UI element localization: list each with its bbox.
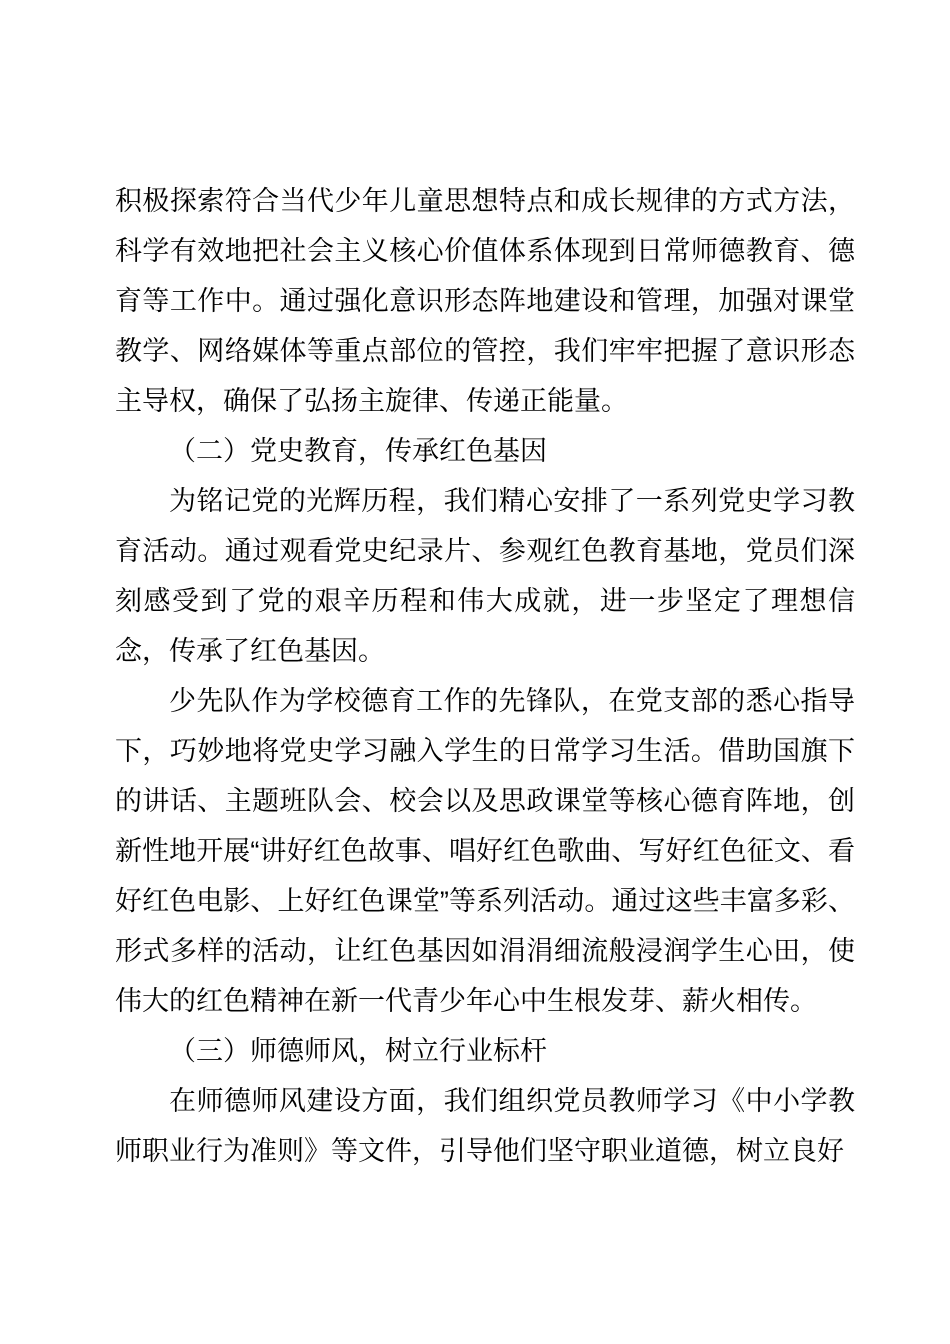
paragraph: 少先队作为学校德育工作的先锋队，在党支部的悉心指导下，巧妙地将党史学习融入学生的日常学习生活。借助国旗下的讲话、主题班队会、校会以及思政课堂等核心德育阵地，创新性地开展“讲好红色故事、唱好红色歌曲、写好红色征文、看好红色电影、上好红色课堂”等系列活动。通过这些丰富多彩、形式多样的活动，让红色基因如涓涓细流般浸润学生心田，使伟大的红色精神在新一代青少年心中生根发芽、薪火相传。 <box>115 686 855 1016</box>
paragraph: 积极探索符合当代少年儿童思想特点和成长规律的方式方法，科学有效地把社会主义核心价值体系体现到日常师德教育、德育等工作中。通过强化意识形态阵地建设和管理，加强对课堂教学、网络媒体等重点部位的管控，我们牢牢把握了意识形态主导权，确保了弘扬主旋律、传递正能量。 <box>115 186 855 416</box>
document-body <box>115 176 855 1176</box>
section-heading: （二）党史教育，传承红色基因 <box>169 436 547 466</box>
section-heading: （三）师德师风，树立行业标杆 <box>169 1036 547 1066</box>
paragraph: 在师德师风建设方面，我们组织党员教师学习《中小学教师职业行为准则》等文件，引导他们坚守职业道德，树立良好 <box>115 1086 855 1166</box>
paragraph: 为铭记党的光辉历程，我们精心安排了一系列党史学习教育活动。通过观看党史纪录片、参观红色教育基地，党员们深刻感受到了党的艰辛历程和伟大成就，进一步坚定了理想信念，传承了红色基因。 <box>115 486 855 666</box>
